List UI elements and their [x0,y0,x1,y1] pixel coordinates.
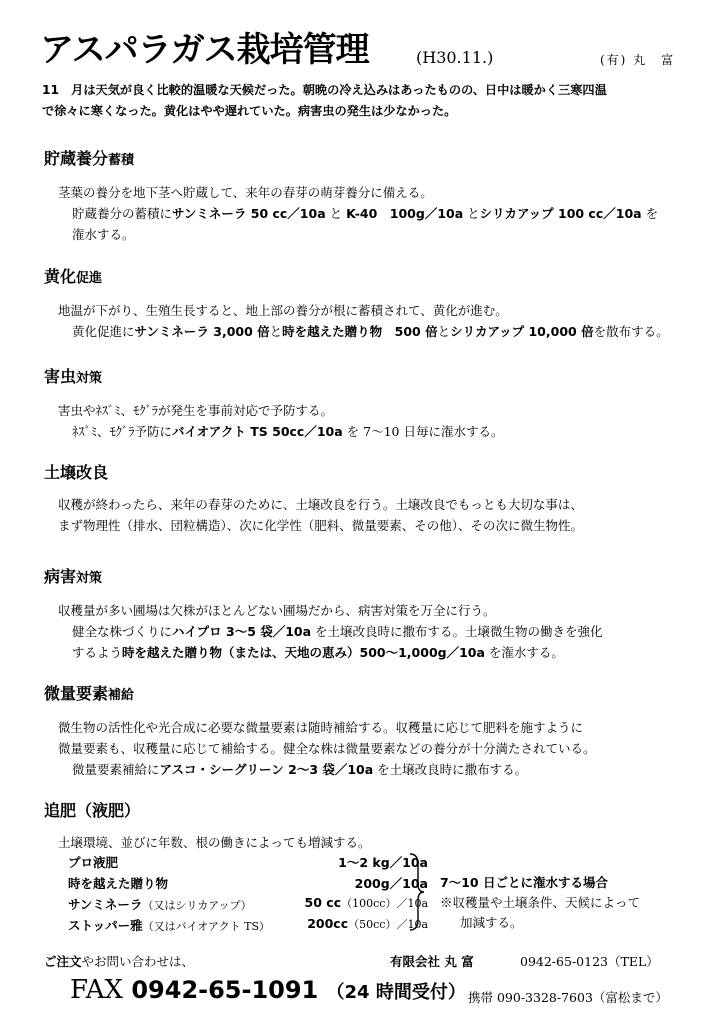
fertilizer-row [68,874,428,894]
product-dose: アスコ・シーグリーン 2～3 袋／10a [159,762,374,777]
fertilizer-name-alt: （又はシリカアップ） [142,899,252,912]
section-heading [44,266,694,290]
heading-sub: 対策 [76,371,103,386]
body-line: まず物理性（排水、団粒構造）、次に化学性（肥料、微量要素、その他）、その次に微生物性。 [58,518,584,533]
fertilizer-row [68,916,428,936]
order-text: やお問い合わせは、 [81,954,195,969]
body-line [44,759,694,780]
adjust-note: 加減する。 [460,915,523,930]
text: 健全な株づくりに [72,624,173,639]
fax-line [70,975,466,1005]
title-date: (H30.11.) [416,48,494,67]
product-dose: 時を越えた贈り物（または、天地の恵み）500～1,000g／10a [122,645,485,660]
fertilizer-name-main: ストッパー雅 [68,918,143,933]
text: を [641,206,659,221]
order-bold: ご注文 [44,954,82,969]
text: を 7～10 日毎に潅水する。 [342,424,504,439]
body-line: 地温が下がり、生殖生長すると、地上部の養分が根に蓄積されて、黄化が進む。 [58,303,508,318]
heading-sub: 促進 [76,271,103,286]
section-heading [44,566,694,590]
body-line: 微生物の活性化や光合成に必要な微量要素は随時補給する。収穫量に応じて肥料を施すように [58,720,584,735]
fax-number: 0942-65-1091 [131,976,319,1004]
fertilizer-row [68,895,428,915]
product-dose: サンミネーラ 50 cc／10a [172,206,326,221]
product-dose: バイオアクト TS 50cc／10a [172,424,343,439]
body-line: 潅水する。 [72,227,135,242]
section-disease-control [44,566,694,663]
heading-sub: 蓄積 [108,153,135,168]
dose-value: 50 cc [304,895,342,910]
body-line [44,203,694,224]
text: を散布する。 [593,324,669,339]
section-soil-improvement [44,462,694,536]
dose-alt: （100cc）／10a [341,897,428,910]
section-body [44,182,694,245]
section-heading [44,366,694,390]
dose-alt: （50cc）／10a [348,918,428,931]
body-line [44,642,694,663]
product-dose: K-40 100g／10a [346,206,464,221]
section-trace-elements [44,683,694,780]
section-heading: 土壌改良 [44,463,109,482]
text: と [325,206,347,221]
section-storage-nutrients [44,148,694,245]
section-pest-control [44,366,694,442]
fertilizer-row [68,853,428,873]
page-title: アスパラガス栽培管理 [40,30,369,70]
body-line: 土壌環境、並びに年数、根の働きによっても増減する。 [58,835,371,850]
heading-sub: 対策 [76,571,103,586]
section-top-dressing [44,800,694,853]
section-yellowing [44,266,694,342]
product-dose: 時を越えた贈り物 500 倍 [282,324,438,339]
text: と [437,324,451,339]
product-dose: シリカアップ 100 cc／10a [479,206,642,221]
body-line [44,321,694,342]
company-name: (有) 丸 富 [600,53,676,67]
intro-paragraph [42,80,692,122]
text: するよう [72,645,123,660]
section-heading: 追肥（液肥） [44,801,141,820]
product-dose: シリカアップ 10,000 倍 [450,324,594,339]
section-body [44,600,694,663]
corporation-name: 有限会社 丸 富 [390,954,474,969]
title-row [40,22,690,74]
text: 貯蔵養分の蓄積に [72,206,173,221]
fertilizer-name-alt: （又はバイオアクト TS） [142,920,271,933]
section-body [44,400,694,442]
body-line: 収穫が終わったら、来年の春芽のために、土壌改良を行う。土壌改良でもっとも大切な事は、 [58,497,583,512]
section-body [44,494,694,536]
dose-value: 200g／10a [354,876,428,891]
section-body [44,832,694,853]
text: を土壌改良時に撒布する。土壌微生物の働きを強化 [311,624,603,639]
text: 微量要素補給に [72,762,160,777]
text: と [269,324,283,339]
heading-main: 微量要素 [44,684,109,703]
product-dose: ハイプロ 3～5 袋／10a [172,624,312,639]
section-heading [44,148,694,172]
heading-main: 貯蔵養分 [44,149,109,168]
intro-line: で徐々に寒くなった。黄化はやや遅れていた。病害虫の発生は少なかった。 [42,104,457,118]
mobile-number: 携帯 090-3328-7603（富松まで） [468,990,668,1005]
fertilizer-name [68,895,252,913]
body-line [44,621,694,642]
brace-icon [406,852,426,932]
tel-number: 0942‐65‐0123（TEL） [520,954,659,969]
fertilizer-name-main: サンミネーラ [68,897,143,912]
text: と [463,206,480,221]
product-dose: サンミネーラ 3,000 倍 [134,324,270,339]
fertilizer-name [68,916,270,934]
heading-main: 病害 [44,567,77,586]
dose-value: 200cc [307,916,349,931]
order-inquiry [44,952,194,970]
section-body [44,717,694,780]
section-body [44,300,694,342]
fertilizer-name: プロ液肥 [68,855,119,870]
heading-main: 黄化 [44,267,77,286]
fertilizer-name: 時を越えた贈り物 [68,876,169,891]
text: を潅水する。 [484,645,564,660]
body-line: 収穫量が多い圃場は欠株がほとんどない圃場だから、病害対策を万全に行う。 [58,603,496,618]
heading-main: 害虫 [44,367,77,386]
adjust-note: ※収穫量や土壌条件、天候によって [440,895,641,910]
text: 黄化促進に [72,324,135,339]
fax-hours: （24 時間受付） [326,982,466,1003]
body-line [44,421,694,442]
intro-line: 11 月は天気が良く比較的温暖な天候だった。朝晩の冷え込みはあったものの、日中は暖かく三寒四温 [42,83,607,97]
body-line: 微量要素も、収穫量に応じて補給する。健全な株は微量要素などの養分が十分満たされている。 [58,741,596,756]
body-line: 害虫やﾈｽﾞﾐ、ﾓｸﾞﾗが発生を事前対応で予防する。 [58,403,334,418]
text: ﾈｽﾞﾐ、ﾓｸﾞﾗ予防に [72,424,173,439]
section-heading [44,683,694,707]
dose-value: 1～2 kg／10a [338,855,428,870]
watering-note: 7～10 日ごとに潅水する場合 [440,875,608,890]
heading-sub: 補給 [108,688,135,703]
fax-label: FAX [70,975,124,1005]
text: を土壌改良時に撒布する。 [373,762,528,777]
body-line: 茎葉の養分を地下茎へ貯蔵して、来年の春芽の萌芽養分に備える。 [58,185,433,200]
